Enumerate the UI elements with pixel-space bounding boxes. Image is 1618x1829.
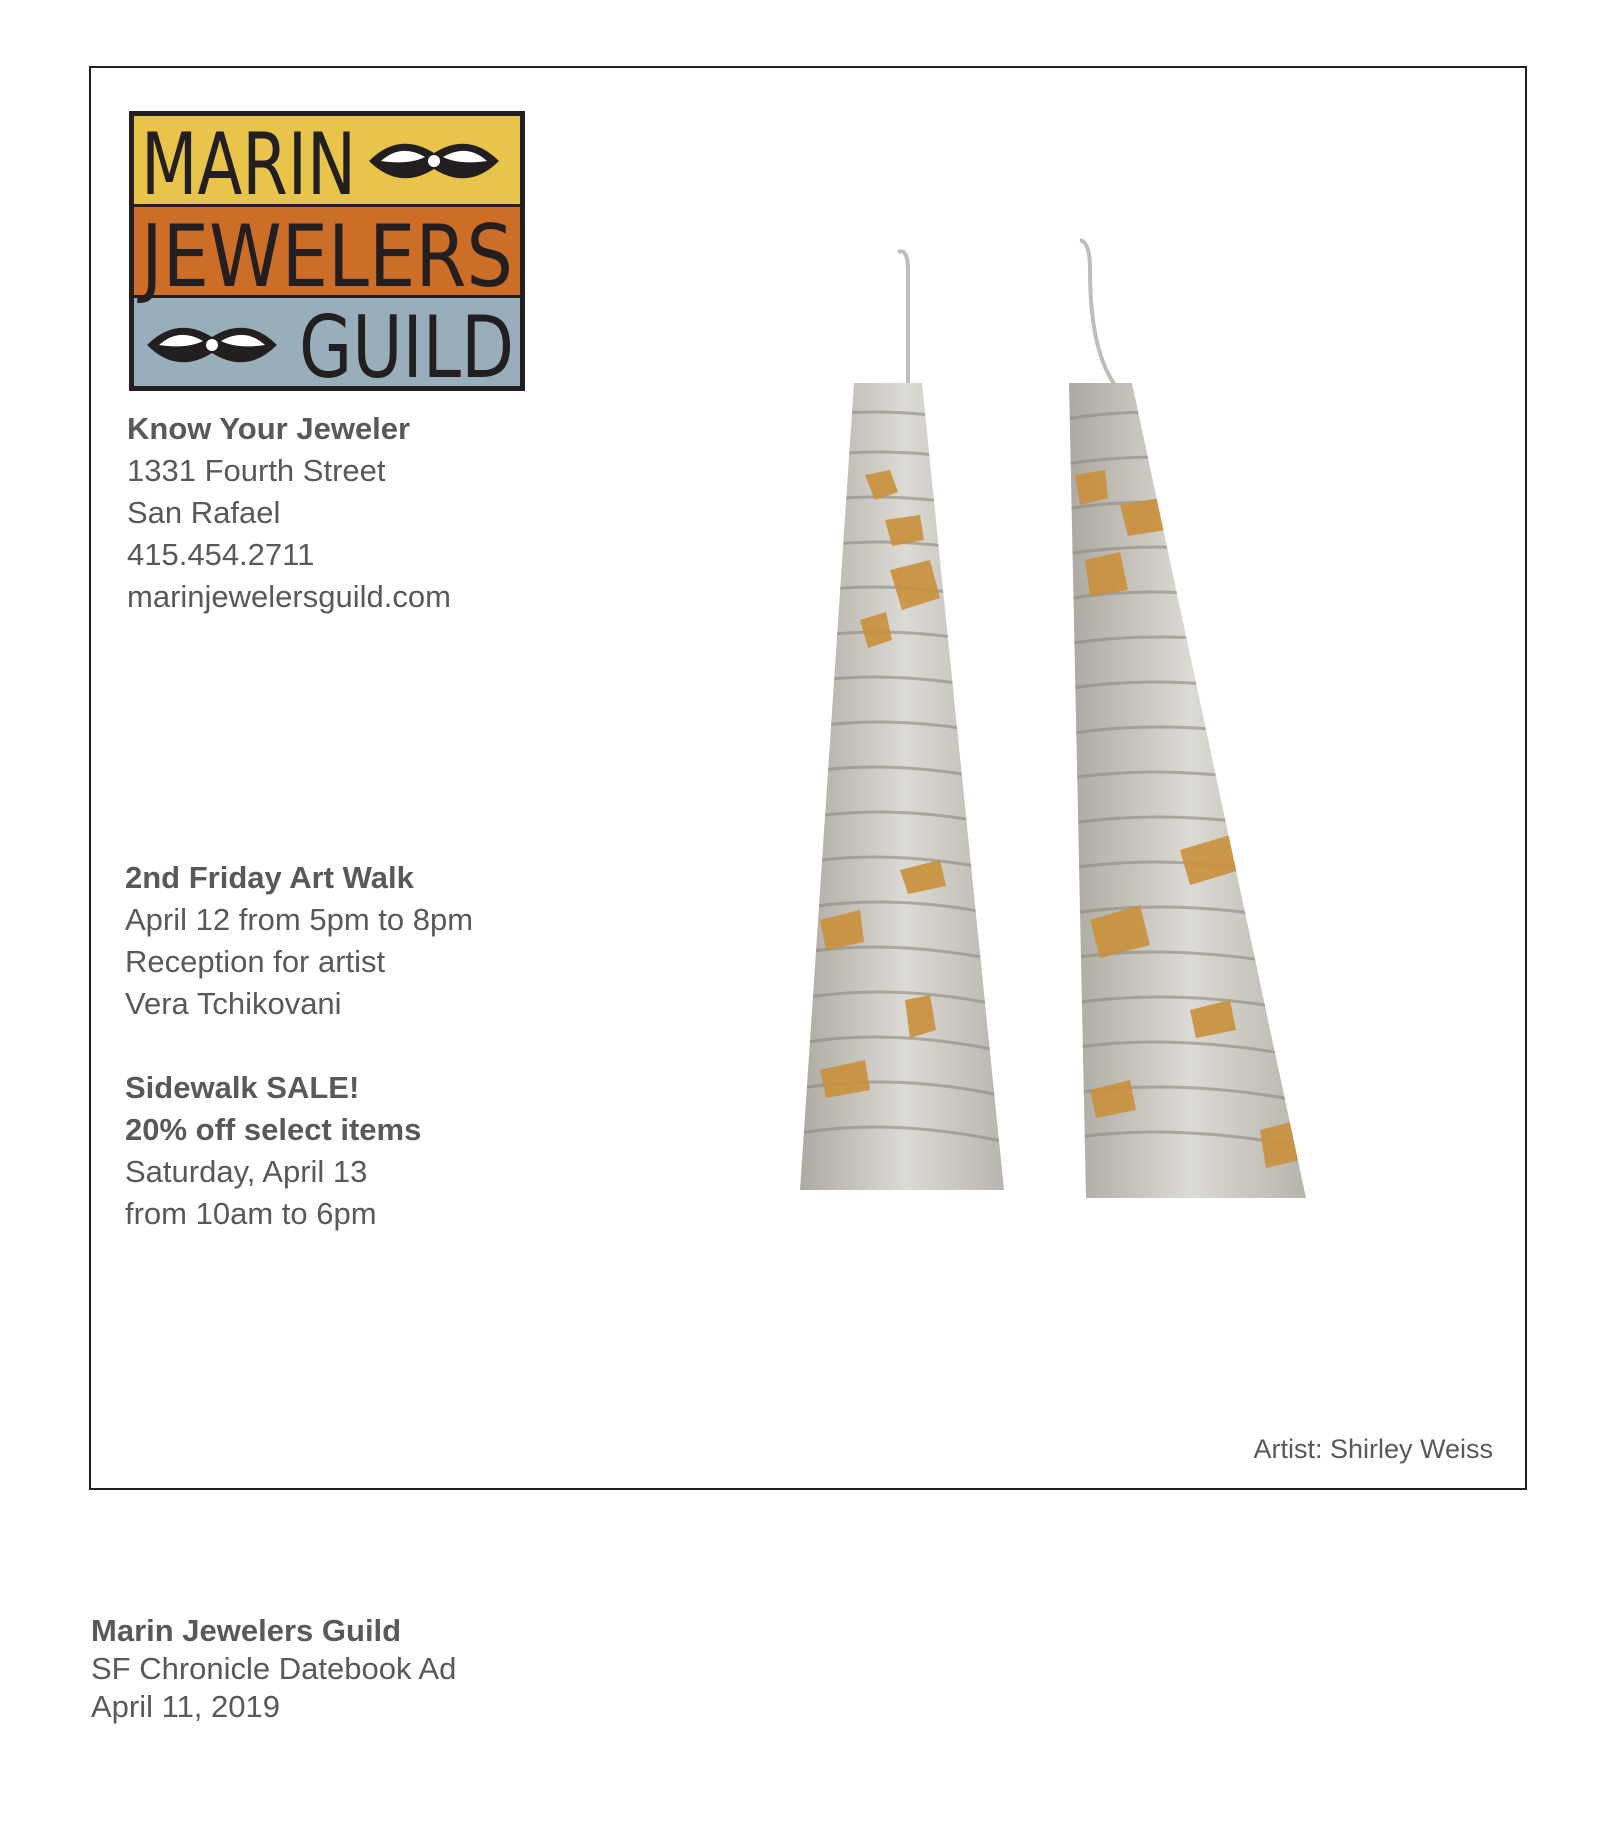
art-walk-artist: Vera Tchikovani xyxy=(125,986,342,1021)
footer xyxy=(91,1612,456,1726)
footer-org: Marin Jewelers Guild xyxy=(91,1613,402,1648)
art-walk-when: April 12 from 5pm to 8pm xyxy=(125,902,474,937)
art-walk-info xyxy=(125,857,473,1025)
logo-line-guild: GUILD xyxy=(299,298,514,393)
marin-jewelers-guild-logo xyxy=(127,109,527,393)
sale-info xyxy=(125,1067,421,1235)
logo-line-marin: MARIN xyxy=(141,115,356,215)
earrings-image xyxy=(790,230,1320,1210)
store-phone: 415.454.2711 xyxy=(127,537,315,572)
art-walk-heading: 2nd Friday Art Walk xyxy=(125,860,414,895)
right-hook xyxy=(1080,240,1115,385)
store-website[interactable]: marinjewelersguild.com xyxy=(127,579,451,614)
footer-publication: SF Chronicle Datebook Ad xyxy=(91,1651,457,1686)
photo-caption: Artist: Shirley Weiss xyxy=(1253,1434,1493,1464)
store-info xyxy=(127,408,451,618)
left-hook xyxy=(898,251,908,385)
sale-hours: from 10am to 6pm xyxy=(125,1196,377,1231)
store-heading: Know Your Jeweler xyxy=(127,411,411,446)
sale-date: Saturday, April 13 xyxy=(125,1154,368,1189)
left-earring xyxy=(790,380,1020,1200)
right-earring xyxy=(1060,380,1320,1210)
sale-discount: 20% off select items xyxy=(125,1112,422,1147)
footer-date: April 11, 2019 xyxy=(91,1689,280,1724)
art-walk-reception: Reception for artist xyxy=(125,944,386,979)
logo-line-jewelers: JEWELERS xyxy=(137,207,514,307)
sale-heading: Sidewalk SALE! xyxy=(125,1070,360,1105)
store-address: 1331 Fourth Street xyxy=(127,453,386,488)
store-city: San Rafael xyxy=(127,495,281,530)
